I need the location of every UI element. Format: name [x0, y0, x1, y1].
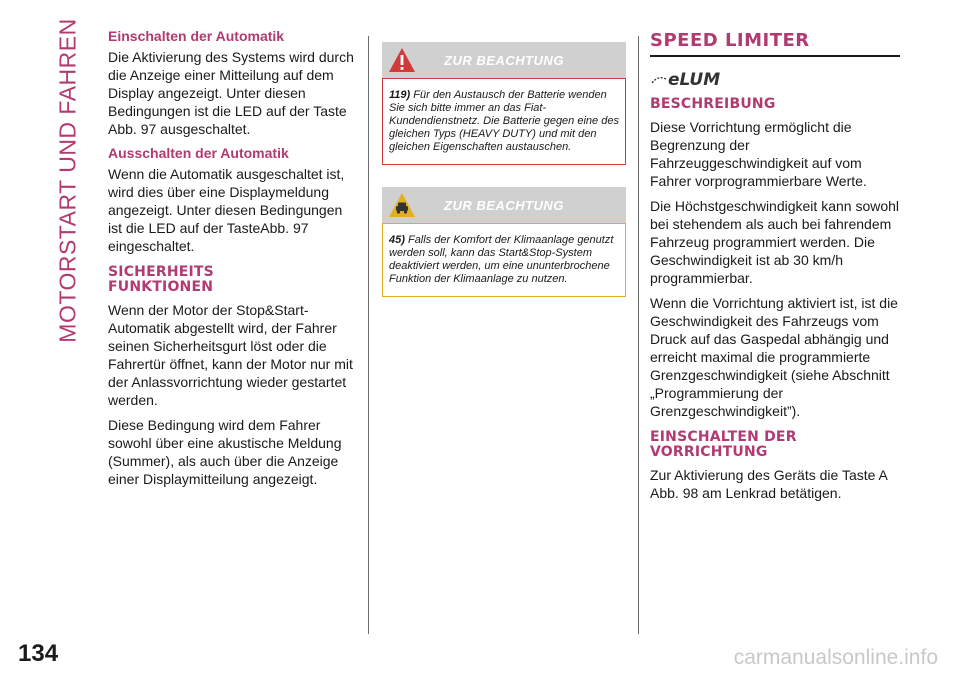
paragraph: Wenn die Automatik ausgeschaltet ist, wird dies über eine Displaymeldung angezeigt. Unter diesen Bedingungen ist die LED auf der TasteAbb. 97 eingeschaltet.	[108, 166, 345, 254]
note-number: 119)	[389, 89, 411, 101]
note-text: Falls der Komfort der Klimaanlage genutzt werden soll, kann das Start&Stop-System deaktiviert werden, um eine ununterbrochene Funktion der Klimaanlage zu nutzen.	[389, 234, 614, 285]
column-divider	[638, 36, 639, 634]
paragraph: Wenn der Motor der Stop&Start-Automatik abgestellt wird, der Fahrer seinen Sicherheitsgurt löst oder die Fahrertür öffnet, kann der Motor nur mit der Anlassvorrichtung wieder gestartet werden.	[108, 302, 353, 408]
subheading-einschalten: Einschalten der Automatik	[108, 28, 285, 44]
section-heading-line: VORRICHTUNG	[650, 444, 768, 460]
paragraph: Wenn die Vorrichtung aktiviert ist, ist die Geschwindigkeit des Fahrzeugs vom Druck auf das Gaspedal abhängig und erreicht maximal die programmierte Grenzgeschwindigkeit (siehe Abschnitt „Programmierung der Grenzgeschwindigkeit”).	[650, 295, 898, 419]
paragraph: Diese Bedingung wird dem Fahrer sowohl über eine akustische Meldung (Summer), als auch über die Anzeige einer Displaymitteilung angezeigt.	[108, 417, 342, 487]
column-left	[108, 28, 358, 495]
column-right	[650, 28, 900, 509]
subheading-ausschalten: Ausschalten der Automatik	[108, 145, 289, 161]
warning-label: ZUR BEACHTUNG	[444, 52, 564, 68]
note-text: Für den Austausch der Batterie wenden Sie sich bitte immer an das Fiat-Kundendienstnetz. Die Batterie gegen eine des gleichen Typs (HEAVY DUTY) und mit den gleichen Eigenschaften austauschen.	[389, 89, 619, 153]
note-number: 45)	[389, 234, 405, 246]
section-heading-line: SICHERHEITS	[108, 264, 214, 280]
caution-label: ZUR BEACHTUNG	[444, 197, 564, 213]
column-divider	[368, 36, 369, 634]
section-heading-line: EINSCHALTEN DER	[650, 429, 797, 445]
logo-wordmark: eLUM	[668, 70, 720, 90]
section-heading-line: FUNKTIONEN	[108, 279, 214, 295]
paragraph: Die Höchstgeschwindigkeit kann sowohl bei stehendem als auch bei fahrendem Fahrzeug programmiert werden. Die Geschwindigkeit ist ab 30 km/h programmierbar.	[650, 198, 900, 286]
warning-header	[382, 42, 626, 78]
caution-header	[382, 187, 626, 223]
elum-logo-icon	[650, 63, 720, 91]
side-chapter-title	[52, 17, 84, 343]
paragraph: Die Aktivierung des Systems wird durch die Anzeige einer Mitteilung auf dem Display angezeigt. Unter diesen Bedingungen ist die LED auf der Taste Abb. 97 ausgeschaltet.	[108, 49, 354, 137]
watermark: carmanualsonline.info	[733, 646, 938, 669]
side-chapter-title-text: MOTORSTART UND FAHREN	[54, 17, 81, 343]
caution-box	[382, 223, 626, 297]
elum-logo	[650, 63, 900, 91]
section-heading-einschalten	[650, 430, 900, 460]
caution-car-icon	[388, 191, 416, 219]
warning-triangle-icon	[388, 46, 416, 74]
section-heading-sicherheits	[108, 265, 358, 295]
column-middle	[382, 42, 626, 319]
section-title-speed-limiter: SPEED LIMITER	[650, 30, 900, 57]
section-heading-beschreibung: BESCHREIBUNG	[650, 96, 776, 112]
paragraph: Zur Aktivierung des Geräts die Taste A Abb. 98 am Lenkrad betätigen.	[650, 467, 888, 501]
paragraph: Diese Vorrichtung ermöglicht die Begrenzung der Fahrzeuggeschwindigkeit auf vom Fahrer vorprogrammierbare Werte.	[650, 119, 867, 189]
page-number: 134	[18, 640, 59, 667]
warning-box	[382, 78, 626, 165]
